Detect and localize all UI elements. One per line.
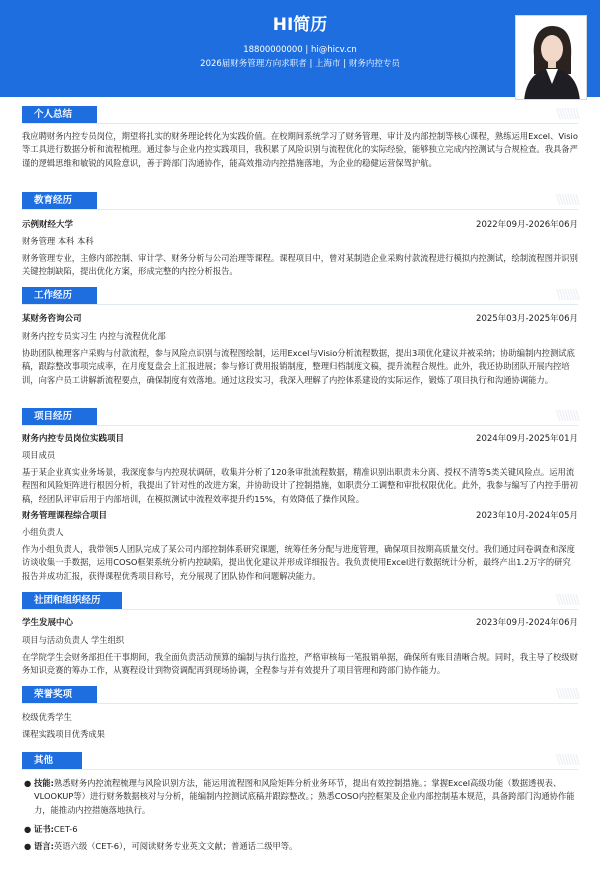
certificate-label: 证书: — [34, 824, 54, 834]
education-entry-header — [22, 218, 578, 232]
campus-role: 项目与活动负责人 学生组织 — [22, 635, 125, 645]
section-divider — [22, 769, 578, 770]
project-entry-header — [22, 509, 578, 523]
language-item — [22, 840, 578, 853]
skills-text: 熟悉财务内控流程梳理与风险识别方法，能运用流程图和风险矩阵分析业务环节，提出有效控制措施。；掌握Excel高级功能（数据透视表、VLOOKUP等）进行财务数据核对与分析，能编制内控测试底稿并跟踪整改。；熟悉COSO内控框架及企业内部控制基本规范，具备跨部门沟通协作能力，能推动内控措施落地执行。 — [34, 778, 575, 815]
summary-section-title: 个人总结 — [22, 106, 97, 123]
work-description: 协助团队梳理客户采购与付款流程，参与风险点识别与流程图绘制，运用Excel与Visio分析流程数据，提出3项优化建议并被采纳；协助编制内控测试底稿，跟踪整改事项完成率，在月度复盘会上汇报进展；参与修订费用报销制度，整理归档制度文稿，提升流程合规性。此外，我还协助团队开展内控培训，向客户员工讲解新流程要点，确保制度有效落地。通过这段实习，我深入理解了内控体系建设的实际运作，锻炼了项目执行和沟通协调能力。 — [22, 348, 575, 385]
section-decoration: \\\\\\\\ — [556, 107, 578, 122]
section-decoration: \\\\\\\\ — [556, 687, 578, 702]
language-label: 语言: — [34, 841, 54, 851]
section-divider — [22, 123, 578, 124]
certificate-text: CET-6 — [53, 824, 78, 834]
education-degree: 财务管理 本科 本科 — [22, 236, 94, 246]
campus-date: 2023年09月-2024年06月 — [476, 618, 578, 628]
section-decoration: \\\\\\\\ — [556, 753, 578, 768]
section-decoration: \\\\\\\\ — [556, 193, 578, 208]
work-position: 财务内控专员实习生 内控与流程优化部 — [22, 331, 166, 341]
campus-entry-header — [22, 616, 578, 630]
language-text: 英语六级（CET-6），可阅读财务专业英文文献；普通话二级甲等。 — [53, 841, 298, 851]
job-intent: 2026届财务管理方向求职者 | 上海市 | 财务内控专员 — [200, 59, 400, 69]
candidate-name: HI简历 — [272, 15, 328, 35]
project-date: 2024年09月-2025年01月 — [476, 434, 578, 444]
section-divider — [22, 609, 578, 610]
company-name: 某财务咨询公司 — [22, 314, 82, 324]
project-description: 基于某企业真实业务场景，我深度参与内控现状调研，收集并分析了120条审批流程数据，精准识别出职责未分离、授权不清等5类关键风险点。运用流程图和风险矩阵进行根因分析，我提出了针对性的改进方案，并协助设计了控制措施，如职责分工调整和审批权限优化。此外，我参与编写了内控手册初稿，经团队评审后用于内部培训，在模拟测试中流程效率提升约15%，有效降低了操作风险。 — [22, 467, 578, 504]
project-name: 财务内控专员岗位实践项目 — [22, 434, 125, 444]
project-description: 作为小组负责人，我带领5人团队完成了某公司内部控制体系研究课题，统筹任务分配与进度管理，确保项目按期高质量交付。我们通过问卷调查和深度访谈收集一手数据，运用COSO框架系统分析内控缺陷，提出优化建议并形成详细报告。我负责使用Excel进行数据统计分析，最终产出1.2万字的研究报告并成功汇报，获得课程优秀项目称号，充分展现了团队协作和问题解决能力。 — [22, 544, 575, 581]
bullet-icon: ● — [24, 841, 32, 851]
certificate-item — [22, 823, 578, 836]
profile-photo — [515, 15, 587, 100]
bullet-icon: ● — [24, 824, 32, 834]
honors-section-title: 荣誉奖项 — [22, 686, 97, 703]
section-decoration: \\\\\\\\ — [556, 593, 578, 608]
project-date: 2023年10月-2024年05月 — [476, 511, 578, 521]
resume-header — [0, 0, 600, 97]
organization-name: 学生发展中心 — [22, 618, 74, 628]
project-role: 小组负责人 — [22, 527, 64, 537]
section-decoration: \\\\\\\\ — [556, 409, 578, 424]
bullet-icon: ● — [24, 778, 32, 788]
work-section-title: 工作经历 — [22, 287, 97, 304]
section-divider — [22, 703, 578, 704]
education-description: 财务管理专业，主修内部控制、审计学、财务分析与公司治理等课程。课程项目中，曾对某制造企业采购付款流程进行模拟内控测试，绘制流程图并识别关键控制缺陷，提出优化方案，形成完整的内控分析报告。 — [22, 253, 578, 277]
other-section-title: 其他 — [22, 752, 82, 769]
project-name: 财务管理课程综合项目 — [22, 511, 108, 521]
project-entry-header — [22, 432, 578, 446]
section-divider — [22, 304, 578, 305]
skills-label: 技能: — [34, 778, 54, 788]
person-portrait-icon — [516, 16, 587, 100]
honor-item: 校级优秀学生 — [22, 712, 72, 722]
summary-text: 我应聘财务内控专员岗位，期望将扎实的财务理论转化为实践价值。在校期间系统学习了财务管理、审计及内部控制等核心课程，熟练运用Excel、Visio等工具进行数据分析和流程梳理。通过参与企业内控实践项目，我积累了风险识别与流程优化的实际经验，能够独立完成内控测试与合规检查。我具备严谨的逻辑思维和敏锐的风险意识，善于跨部门沟通协作，能高效推动内控措施落地，为企业的稳健运营保驾护航。 — [22, 131, 578, 168]
section-divider — [22, 209, 578, 210]
work-date: 2025年03月-2025年06月 — [476, 314, 578, 324]
work-entry-header — [22, 312, 578, 326]
school-name: 示例财经大学 — [22, 220, 74, 230]
education-date: 2022年09月-2026年06月 — [476, 220, 578, 230]
project-role: 项目成员 — [22, 450, 56, 460]
honor-item: 课程实践项目优秀成果 — [22, 729, 105, 739]
skills-item — [22, 777, 578, 817]
section-decoration: \\\\\\\\ — [556, 288, 578, 303]
projects-section-title: 项目经历 — [22, 408, 97, 425]
contact-info: 18800000000 | hi@hicv.cn — [243, 45, 357, 55]
education-section-title: 教育经历 — [22, 192, 97, 209]
section-divider — [22, 425, 578, 426]
campus-description: 在学院学生会财务部担任干事期间，我全面负责活动预算的编制与执行监控，严格审核每一笔报销单据，确保所有账目清晰合规。同时，我主导了校级财务知识竞赛的筹办工作，从赛程设计到物资调配再到现场协调，全程参与并有效提升了项目管理和跨部门协作能力。 — [22, 652, 578, 676]
campus-section-title: 社团和组织经历 — [22, 592, 122, 609]
